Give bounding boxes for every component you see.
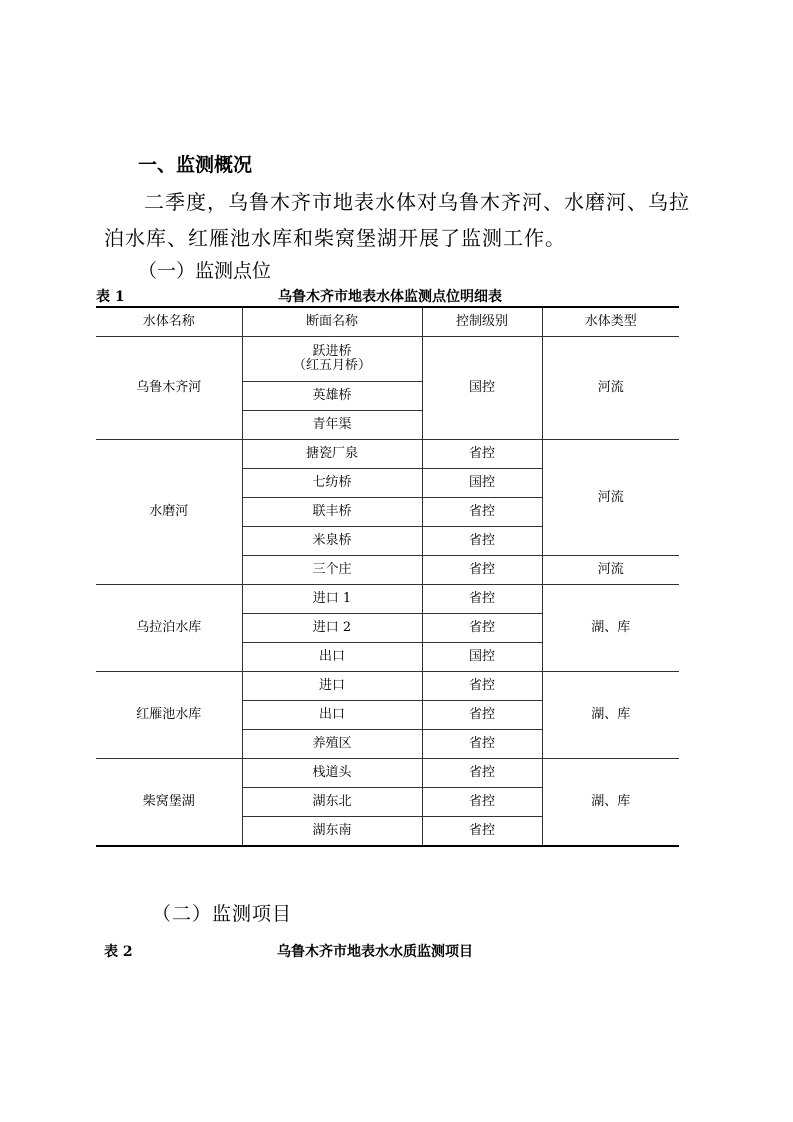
water-body-cell: 乌鲁木齐河 [96,337,242,440]
header-control-level: 控制级别 [422,307,542,337]
table1-title: 乌鲁木齐市地表水体监测点位明细表 [278,289,502,305]
table-row [96,585,679,614]
control-cell: 省控 [422,759,542,788]
control-cell: 省控 [422,585,542,614]
header-water-type: 水体类型 [542,307,679,337]
control-cell: 省控 [422,527,542,556]
section-heading: 一、监测概况 [138,154,253,176]
table2-label: 表 2 [104,944,133,960]
subheading-monitoring-items: （二）监测项目 [152,903,293,925]
subheading-monitoring-points: （一）监测点位 [138,260,272,282]
section-cell: 进口 1 [242,585,422,614]
section-cell: 进口 [242,672,422,701]
section-cell: 七纺桥 [242,469,422,498]
type-cell: 河流 [542,337,679,440]
control-cell: 国控 [422,469,542,498]
table1-label: 表 1 [96,289,125,305]
type-cell: 湖、库 [542,672,679,759]
section-cell: 联丰桥 [242,498,422,527]
section-cell: 三个庄 [242,556,422,585]
water-body-cell: 柴窝堡湖 [96,759,242,847]
control-cell: 省控 [422,440,542,469]
section-line-1: 跃进桥 [312,344,352,359]
header-water-name: 水体名称 [96,307,242,337]
section-cell: 栈道头 [242,759,422,788]
control-cell: 省控 [422,817,542,847]
control-cell: 省控 [422,614,542,643]
section-cell: 进口 2 [242,614,422,643]
section-cell: 出口 [242,701,422,730]
control-cell: 国控 [422,643,542,672]
table-header-row [96,307,679,337]
section-cell: 搪瓷厂泉 [242,440,422,469]
type-cell: 湖、库 [542,585,679,672]
type-cell: 湖、库 [542,759,679,847]
section-cell: 青年渠 [242,411,422,440]
section-cell: 出口 [242,643,422,672]
water-body-cell: 乌拉泊水库 [96,585,242,672]
section-cell: 湖东北 [242,788,422,817]
water-body-cell: 水磨河 [96,440,242,585]
monitoring-points-table [96,306,679,847]
table-row [96,672,679,701]
control-cell: 省控 [422,730,542,759]
control-cell: 省控 [422,498,542,527]
table-row [96,759,679,788]
control-cell: 省控 [422,672,542,701]
control-cell: 国控 [422,337,542,440]
type-cell: 河流 [542,556,679,585]
intro-paragraph: 二季度，乌鲁木齐市地表水体对乌鲁木齐河、水磨河、乌拉泊水库、红雁池水库和柴窝堡湖开展了监测工作。 [104,190,690,250]
section-cell [242,337,422,382]
section-cell: 养殖区 [242,730,422,759]
control-cell: 省控 [422,788,542,817]
table-row [96,440,679,469]
control-cell: 省控 [422,556,542,585]
table-row [96,337,679,382]
section-cell: 英雄桥 [242,382,422,411]
section-cell: 米泉桥 [242,527,422,556]
table2-title: 乌鲁木齐市地表水水质监测项目 [277,944,473,960]
water-body-cell: 红雁池水库 [96,672,242,759]
type-cell: 河流 [542,440,679,556]
header-section-name: 断面名称 [242,307,422,337]
section-line-2: （红五月桥） [292,358,371,373]
control-cell: 省控 [422,701,542,730]
section-cell: 湖东南 [242,817,422,847]
